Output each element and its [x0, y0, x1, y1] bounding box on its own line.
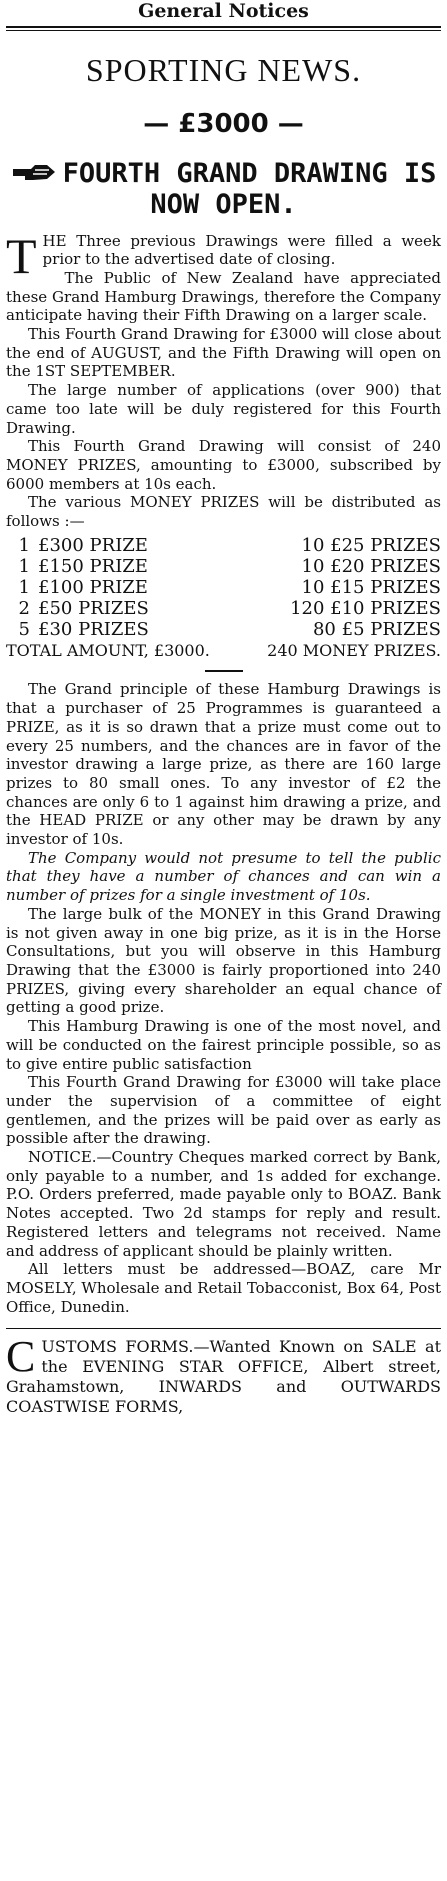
prize-count: 5	[18, 618, 30, 640]
prize-right: 10 £15 PRIZES	[301, 576, 441, 598]
prize-count: 1	[18, 534, 30, 556]
table-row	[6, 535, 441, 556]
table-row	[6, 556, 441, 577]
intro-paragraph	[6, 227, 441, 284]
customs-notice	[6, 1332, 441, 1417]
prize-right: 80 £5 PRIZES	[312, 618, 441, 640]
pointing-hand-icon	[11, 160, 57, 190]
prize-count: 1	[18, 555, 30, 577]
paragraphs-section-a	[6, 269, 441, 531]
prize-table	[6, 535, 441, 640]
table-row	[6, 577, 441, 598]
intro-text: HE Three previous Drawings were filled a week prior to the advertised date of closing.	[42, 231, 441, 269]
prize-left: £50 PRIZES	[38, 597, 149, 619]
prize-count: 1	[18, 576, 30, 598]
paragraph: This Fourth Grand Drawing for £3000 will close about the end of AUGUST, and the Fifth Drawing will open on the 1ST SEPTEMBER.	[6, 325, 441, 381]
paragraph: This Hamburg Drawing is one of the most novel, and will be conducted on the fairest principle possible, so as to give entire public satisfaction	[6, 1017, 441, 1073]
paragraph: The Public of New Zealand have appreciated these Grand Hamburg Drawings, therefore the Company anticipate having their Fifth Drawing on a larger scale.	[6, 268, 441, 325]
paragraph: The Company would not presume to tell the public that they have a number of chances and can win a number of prizes for a single investment of 10s.	[6, 848, 441, 905]
paragraph: The large bulk of the MONEY in this Grand Drawing is not given away in one big prize, as it is in the Horse Consultations, but you will observe in this Hamburg Drawing that the £3000 is fairly proportioned into 240 PRIZES, giving every shareholder an equal chance of getting a good prize.	[6, 904, 441, 1017]
prize-right: 120 £10 PRIZES	[290, 597, 441, 619]
headline-line-2: NOW OPEN.	[150, 188, 297, 220]
paragraph: This Fourth Grand Drawing will consist of 240 MONEY PRIZES, amounting to £3000, subscribed by 6000 members at 10s each.	[6, 437, 441, 493]
total-row	[6, 642, 441, 661]
paragraph: NOTICE.—Country Cheques marked correct by Bank, only payable to a number, and 1s added for exchange. P.O. Orders preferred, made payable only to BOAZ. Bank Notes accepted. Two 2d stamps for reply and result. Registered letters and telegrams not received. Name and address of applicant should be plainly written.	[6, 1148, 441, 1260]
paragraph: The Grand principle of these Hamburg Drawings is that a purchaser of 25 Programmes is guaranteed a PRIZE, as it is so drawn that a prize must come out to every 25 numbers, and the chances are in favor of the investor drawing a large prize, as there are 160 large prizes to 80 small ones. To any investor of £2 the chances are only 6 to 1 against him drawing a prize, and the HEAD PRIZE or any other may be drawn by any investor of 10s.	[6, 680, 441, 849]
headline	[6, 159, 441, 220]
drop-cap: C	[6, 1332, 36, 1382]
paragraph: The large number of applications (over 900) that came too late will be duly registered for this Fourth Drawing.	[6, 381, 441, 437]
prize-right: 10 £20 PRIZES	[301, 555, 441, 577]
paragraph: All letters must be addressed—BOAZ, care Mr MOSELY, Wholesale and Retail Tobacconist, Box 64, Post Office, Dunedin.	[6, 1260, 441, 1316]
table-row	[6, 598, 441, 619]
prize-right: 10 £25 PRIZES	[301, 534, 441, 556]
table-row	[6, 619, 441, 640]
prize-count: 2	[18, 597, 30, 619]
paragraphs-section-b	[6, 680, 441, 1316]
customs-text: USTOMS FORMS.—Wanted Known on SALE at the EVENING STAR OFFICE, Albert street, Grahamstown, INWARDS and OUTWARDS COASTWISE FORMS,	[6, 1337, 441, 1417]
total-amount: TOTAL AMOUNT, £3000.	[6, 640, 210, 660]
prize-left: £150 PRIZE	[38, 555, 148, 577]
total-prizes: 240 MONEY PRIZES.	[267, 640, 441, 660]
headline-line-1: FOURTH GRAND DRAWING IS	[62, 158, 437, 189]
drop-cap: T	[6, 227, 37, 284]
section-header: General Notices	[138, 0, 309, 22]
paragraph: The various MONEY PRIZES will be distributed as follows :—	[6, 493, 441, 531]
paragraph: This Fourth Grand Drawing for £3000 will take place under the supervision of a committee of eight gentlemen, and the prizes will be paid over as early as possible after the drawing.	[6, 1073, 441, 1148]
divider	[205, 670, 243, 672]
prize-left: £100 PRIZE	[38, 576, 148, 598]
prize-left: £300 PRIZE	[38, 534, 148, 556]
divider	[6, 1328, 441, 1329]
header-rule	[6, 26, 441, 31]
prize-left: £30 PRIZES	[38, 618, 149, 640]
prize-amount: — £3000 —	[143, 109, 304, 139]
advert-title: SPORTING NEWS.	[85, 52, 362, 88]
